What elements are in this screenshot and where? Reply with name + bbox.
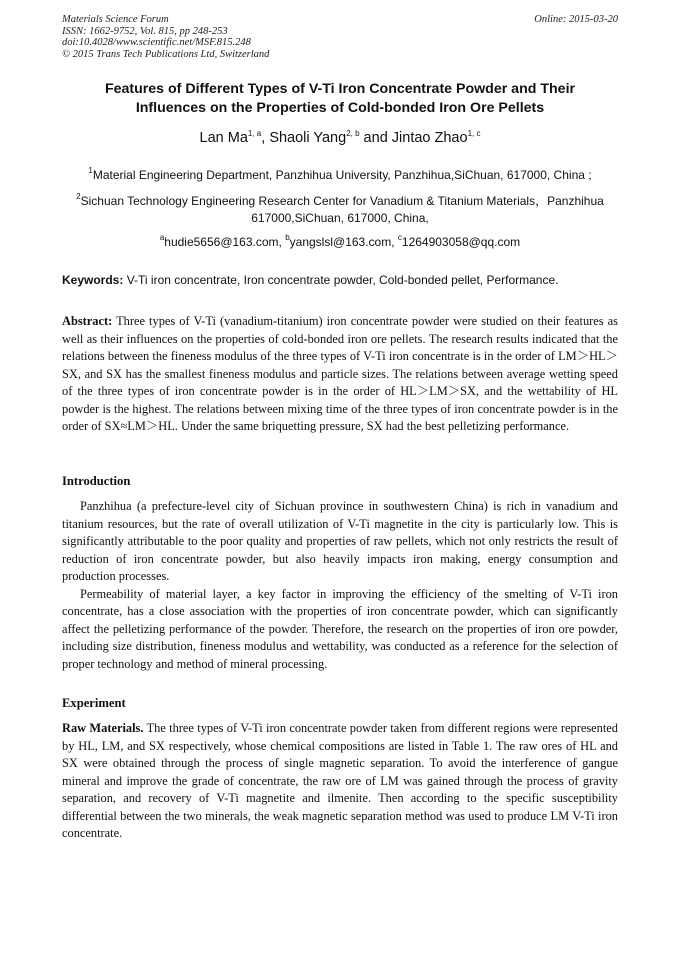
email-list: [62, 234, 618, 250]
abstract-label: Abstract:: [62, 314, 113, 328]
abstract: [62, 313, 618, 436]
journal-copyright: © 2015 Trans Tech Publications Ltd, Switzerland: [62, 48, 270, 60]
email-link[interactable]: 1264903058@qq.com: [401, 235, 521, 249]
keywords-text: V-Ti iron concentrate, Iron concentrate powder, Cold-bonded pellet, Performance.: [123, 273, 559, 287]
author-sup: 2, b: [346, 129, 360, 138]
title-line-2: Influences on the Properties of Cold-bonded Iron Ore Pellets: [135, 100, 545, 116]
affiliation-text: Sichuan Technology Engineering Research Center for Vanadium & Titanium Materials，Panzhihua: [80, 194, 604, 208]
affiliation-sup: 2: [76, 192, 81, 201]
email-sup: c: [397, 233, 402, 242]
email-sup: a: [159, 233, 165, 242]
paragraph: Panzhihua (a prefecture-level city of Sichuan province in southwestern China) is rich in vanadium and titanium resources, but the rate of overall utilization of V-Ti magnetite in the city is particularly low. This is significantly attributable to the poor quality and properties of raw pellets, which not only restricts the result of reduction of iron concentrate powder, but also heavily impacts iron making, energy consumption and production processes.: [62, 499, 618, 583]
journal-doi: doi:10.4028/www.scientific.net/MSF.815.248: [62, 37, 251, 48]
keywords-label: Keywords:: [62, 273, 124, 287]
raw-materials-text: The three types of V-Ti iron concentrate powder taken from different regions were represented by HL, LM, and SX respectively, whose chemical compositions are listed in Table 1. The raw ores of HL and SX were obtained through the process of single magnetic separation. To avoid the interference of gangue mineral and improve the grade of concentrate, the raw ore of LM was gained through the process of gravity separation, and recovery of V-Ti magnetite and ilmenite. Then according to the specific susceptibility differential between the two minerals, the weak magnetic separation method was used to produce LM V-Ti iron concentrate.: [62, 721, 618, 840]
introduction-heading: Introduction: [62, 474, 131, 488]
author-sup: 1, c: [467, 129, 481, 138]
introduction-body: [62, 498, 618, 673]
keywords: [62, 272, 618, 288]
experiment-heading: Experiment: [62, 696, 126, 710]
email-sup: b: [285, 233, 290, 242]
affiliation-1: [62, 167, 618, 184]
affiliation-2: [62, 193, 618, 226]
paragraph: Permeability of material layer, a key factor in improving the efficiency of the smelting of V-Ti iron concentrate, has a close association with the properties of iron concentrate powder, which can significantly affect the pelletizing performance of the powder. Therefore, the research on the properties of iron ore powder, including size distribution, fineness modulus and wettability, was conducted as a reference for the selection of proper technology and method of mineral processing.: [62, 586, 618, 671]
affiliation-sup: 1: [88, 166, 93, 175]
title-line-1: Features of Different Types of V-Ti Iron Concentrate Powder and Their: [104, 81, 576, 97]
author-name: Lan Ma: [199, 130, 248, 146]
paper-title: [62, 80, 618, 118]
affiliation-text: Material Engineering Department, Panzhihua University, Panzhihua,SiChuan, 617000, China ;: [92, 168, 592, 182]
email-link[interactable]: yangslsl@163.com,: [289, 235, 398, 249]
author-sup: 1, a: [247, 129, 262, 138]
raw-materials-label: Raw Materials.: [62, 721, 144, 735]
journal-issn: ISSN: 1662-9752, Vol. 815, pp 248-253: [62, 25, 228, 37]
author-sep: and: [359, 130, 392, 146]
journal-header: [62, 14, 618, 60]
abstract-text: Three types of V-Ti (vanadium-titanium) iron concentrate powder were studied on their features as well as their influences on the properties of cold-bonded iron ore pellets. The research results indicated that the relations between the fineness modulus of the three types of V-Ti iron concentrate is in the order of LM＞HL＞SX, and SX has the smallest fineness modulus and particle sizes. The relations between average wetting speed of the three types of iron concentrate powder is in the order of HL＞LM＞SX, and the wettability of HL powder is the highest. The relations between mixing time of the three types of iron concentrate powder is in the order of SX≈LM＞HL. Under the same briquetting pressure, SX had the best pelletizing performance.: [62, 314, 618, 433]
online-date: Online: 2015-03-20: [534, 14, 618, 25]
author-sep: ,: [261, 130, 270, 146]
author-name: Jintao Zhao: [391, 130, 468, 146]
raw-materials-paragraph: [62, 720, 618, 843]
author-name: Shaoli Yang: [269, 130, 347, 146]
affiliation-text: 617000,SiChuan, 617000, China,: [251, 210, 429, 225]
email-link[interactable]: hudie5656@163.com,: [164, 235, 286, 249]
author-list: [62, 128, 618, 148]
journal-name: Materials Science Forum: [62, 14, 169, 25]
